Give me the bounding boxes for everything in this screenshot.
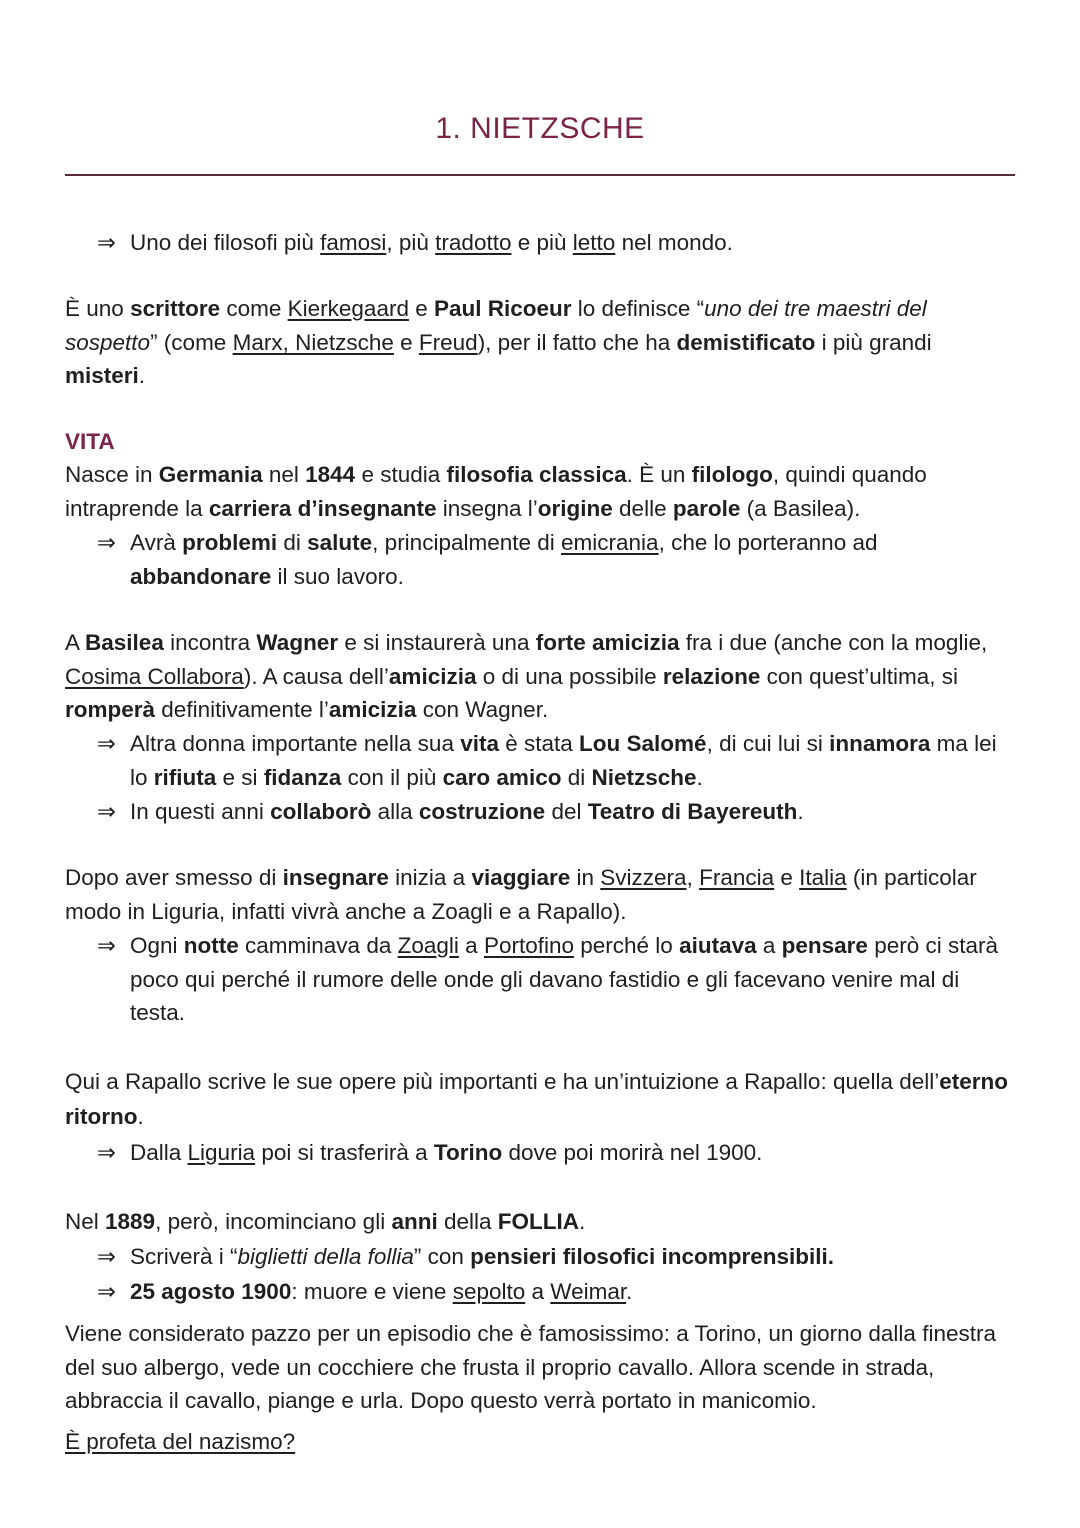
bullet-torino: ⇒ Dalla Liguria poi si trasferirà a Torino dove poi morirà nel 1900. xyxy=(97,1136,1012,1170)
closing-question: È profeta del nazismo? xyxy=(65,1429,296,1454)
bullet-death: ⇒ 25 agosto 1900: muore e viene sepolto a Weimar. xyxy=(97,1275,1012,1309)
bullet-biglietti: ⇒ Scriverà i “biglietti della follia” con pensieri filosofici incomprensibili. xyxy=(97,1240,1012,1274)
arrow-icon: ⇒ xyxy=(97,230,116,255)
paragraph-madness: Nel 1889, però, incominciano gli anni della FOLLIA. xyxy=(65,1209,586,1234)
arrow-icon: ⇒ xyxy=(97,799,116,824)
paragraph-travels: Dopo aver smesso di insegnare inizia a viaggiare in Svizzera, Francia e Italia (in particolar modo in Liguria, infatti vivrà anche a Zoagli e a Rapallo). xyxy=(65,865,977,924)
bullet-lou-salome: ⇒ Altra donna importante nella sua vita è stata Lou Salomé, di cui lui si innamora ma lei lo rifiuta e si fidanza con il più caro amico di Nietzsche. xyxy=(97,727,1012,794)
arrow-icon: ⇒ xyxy=(97,731,116,756)
paragraph-rapallo: Qui a Rapallo scrive le sue opere più importanti e ha un’intuizione a Rapallo: quella dell’eterno ritorno. xyxy=(65,1069,1009,1129)
paragraph-wagner: A Basilea incontra Wagner e si instaurerà una forte amicizia fra i due (anche con la moglie, Cosima Collabora). A causa dell’amicizia o di una possibile relazione con quest’ultima, si romperà definitivamente l’amicizia con Wagner. xyxy=(65,630,988,722)
paragraph-birth: Nasce in Germania nel 1844 e studia filosofia classica. È un filologo, quindi quando intraprende la carriera d’insegnante insegna l’origine delle parole (a Basilea). xyxy=(65,462,927,521)
paragraph-intro: È uno scrittore come Kierkegaard e Paul Ricoeur lo definisce “uno dei tre maestri del sospetto” (come Marx, Nietzsche e Freud), per il fatto che ha demistificato i più grandi misteri. xyxy=(65,296,932,388)
arrow-icon: ⇒ xyxy=(97,933,116,958)
page-title: 1. NIETZSCHE xyxy=(435,112,645,145)
bullet-zoagli: ⇒ Ogni notte camminava da Zoagli a Portofino perché lo aiutava a pensare però ci starà poco qui perché il rumore delle onde gli davano fastidio e gli facevano venire mal di testa. xyxy=(97,929,1012,1030)
bullet-bayreuth: ⇒ In questi anni collaborò alla costruzione del Teatro di Bayereuth. xyxy=(97,795,1012,829)
arrow-icon: ⇒ xyxy=(97,1279,116,1304)
arrow-icon: ⇒ xyxy=(97,1140,116,1165)
paragraph-horse-episode: Viene considerato pazzo per un episodio che è famosissimo: a Torino, un giorno dalla finestra del suo albergo, vede un cocchiere che frusta il proprio cavallo. Allora scende in strada, abbraccia il cavallo, piange e urla. Dopo questo verrà portato in manicomio. xyxy=(65,1321,996,1413)
title-rule xyxy=(65,174,1015,176)
arrow-icon: ⇒ xyxy=(97,530,116,555)
intro-bullet: ⇒ Uno dei filosofi più famosi, più tradotto e più letto nel mondo. xyxy=(97,226,1012,260)
bullet-health: ⇒ Avrà problemi di salute, principalmente di emicrania, che lo porteranno ad abbandonare il suo lavoro. xyxy=(97,526,1012,593)
section-heading-vita: VITA xyxy=(65,429,115,454)
arrow-icon: ⇒ xyxy=(97,1244,116,1269)
